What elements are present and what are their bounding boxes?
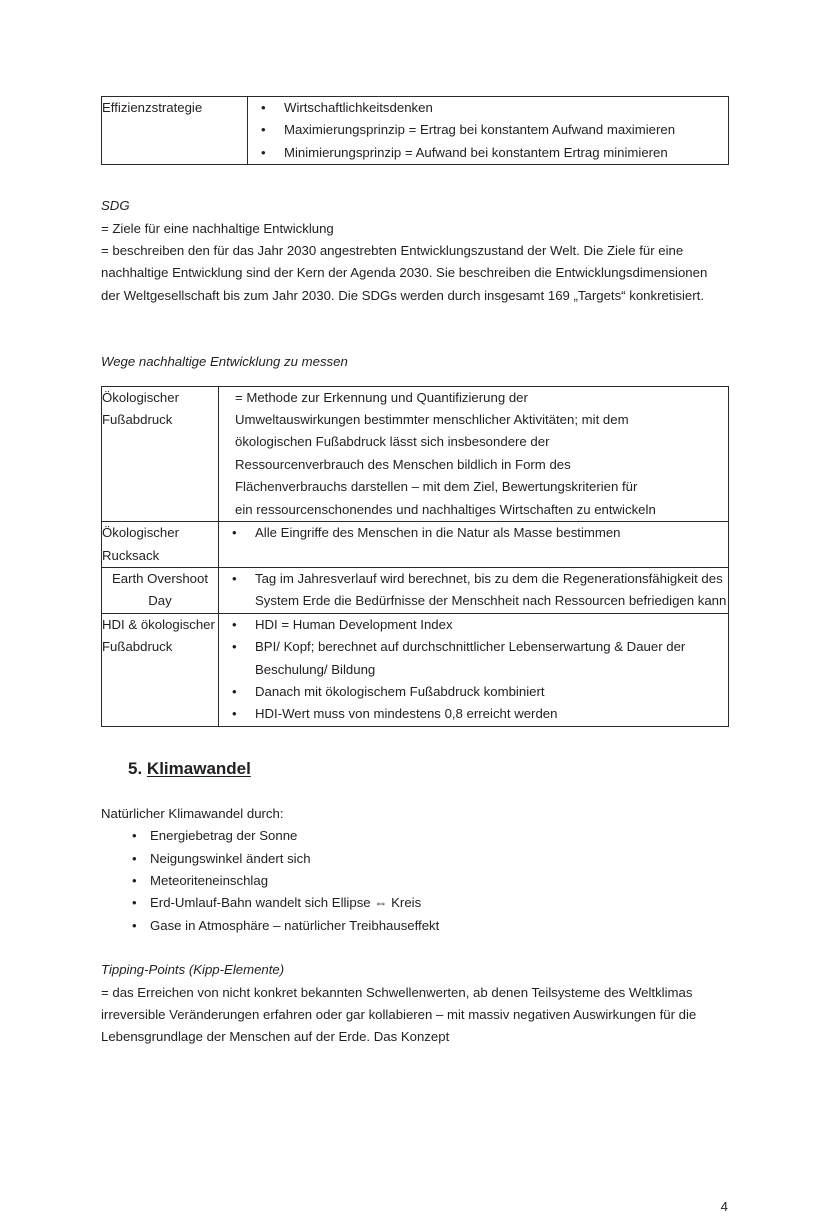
section5-bullet-list [101, 825, 728, 937]
row-label: HDI & ökologischer Fußabdruck [102, 616, 215, 655]
table-row [102, 386, 729, 521]
bullet-icon: • [132, 850, 137, 866]
list-item-text: HDI = Human Development Index [255, 616, 453, 632]
bullet-icon: • [232, 639, 237, 655]
table-cell-label [102, 522, 219, 568]
bullet-icon: • [132, 828, 137, 844]
page-number: 4 [720, 1199, 728, 1214]
section-title: Klimawandel [146, 758, 251, 778]
text-line: ökologischen Fußabdruck lässt sich insbesondere der [235, 434, 550, 450]
bullet-icon: • [261, 100, 266, 115]
spacer [101, 727, 728, 757]
text-line: Flächenverbrauchs darstellen – mit dem Ziel, Bewertungskriterien für [235, 479, 638, 495]
row-label: Earth Overshoot Day [111, 570, 209, 609]
table-cell-label [102, 613, 219, 726]
cell-bullet-list [248, 97, 728, 164]
list-item-text: HDI-Wert muss von mindestens 0,8 erreicht werden [255, 706, 558, 722]
text-line: Umweltauswirkungen bestimmter menschlicher Aktivitäten; mit dem [235, 412, 629, 428]
list-item-text: Energiebetrag der Sonne [150, 828, 298, 844]
list-item-text: Wirtschaftlichkeitsdenken [284, 100, 433, 115]
list-item [219, 703, 728, 725]
bullet-icon: • [132, 872, 137, 888]
row-label: Effizienzstrategie [102, 100, 203, 115]
list-item-text: Neigungswinkel ändert sich [150, 850, 311, 866]
list-item-text: Erd-Umlauf-Bahn wandelt sich Ellipse ⇔ Kreis [150, 895, 422, 911]
bullet-icon: • [232, 570, 237, 586]
table-row [102, 522, 729, 568]
section-number: 5. [128, 758, 143, 778]
list-item-text: Alle Eingriffe des Menschen in die Natur als Masse bestimmen [255, 525, 621, 541]
cell-bullet-list [219, 522, 728, 544]
bullet-icon: • [232, 706, 237, 722]
table-row [102, 567, 729, 613]
table-cell-label [102, 567, 219, 613]
list-item [219, 681, 728, 703]
spacer [101, 307, 728, 351]
table-cell-body [219, 386, 729, 521]
bullet-icon: • [232, 525, 237, 541]
list-item [219, 568, 728, 613]
sdg-heading: SDG [101, 198, 130, 214]
text-line: = Methode zur Erkennung und Quantifizierung der [235, 389, 528, 405]
table-row [102, 613, 729, 726]
bullet-icon: • [261, 122, 266, 138]
list-item [219, 636, 728, 681]
list-item [101, 825, 728, 847]
sdg-line-1: = Ziele für eine nachhaltige Entwicklung [101, 220, 334, 236]
table-efficiency [101, 96, 729, 165]
spacer [101, 165, 728, 195]
list-item-text: BPI/ Kopf; berechnet auf durchschnittlicher Lebenserwartung & Dauer der Beschulung/ Bildung [255, 639, 686, 677]
list-item [219, 614, 728, 636]
list-item [219, 522, 728, 544]
list-item [101, 848, 728, 870]
cell-bullet-list [219, 568, 728, 613]
spacer [101, 937, 728, 959]
table-cell-body [248, 97, 729, 165]
sdg-line-2: = beschreiben den für das Jahr 2030 angestrebten Entwicklungszustand der Welt. Die Ziele für eine nachhaltige Entwicklung sind der Kern der Agenda 2030. Sie beschreiben die Entwicklungsdimensionen der Weltgesellschaft bis zum Jahr 2030. Die SDGs werden durch insgesamt 169 „Targets“ konkretisiert. [101, 243, 708, 303]
bullet-icon: • [232, 683, 237, 699]
list-item [101, 892, 728, 914]
tipping-heading: Tipping-Points (Kipp-Elemente) [101, 962, 285, 978]
page-title [101, 757, 728, 781]
tipping-body: = das Erreichen von nicht konkret bekannten Schwellenwerten, ab denen Teilsysteme des Weltklimas irreversible Veränderungen erfahren oder gar kollabieren – mit massiv negativen Auswirkungen für die Lebensgrundlage der Menschen auf der Erde. Das Konzept [101, 984, 697, 1045]
list-item-text: Minimierungsprinzip = Aufwand bei konstantem Ertrag minimieren [284, 144, 668, 160]
table-row [102, 97, 729, 165]
row-label: Ökologischer Fußabdruck [102, 389, 179, 428]
text-line: Ressourcenverbrauch des Menschen bildlich in Form des [235, 456, 571, 472]
spacer [101, 781, 728, 803]
list-item [101, 870, 728, 892]
list-item-text: Meteoriteneinschlag [150, 872, 269, 888]
list-item [248, 119, 728, 141]
bullet-icon: • [232, 616, 237, 632]
table-cell-label [102, 97, 248, 165]
table-cell-body [219, 567, 729, 613]
list-item-text: Tag im Jahresverlauf wird berechnet, bis zu dem die Regenerationsfähigkeit des System Erde die Bedürfnisse der Menschheit nach Ressourcen befriedigen kann [255, 570, 727, 609]
row-label: Ökologischer Rucksack [102, 525, 179, 563]
list-item [248, 97, 728, 119]
page-content [101, 96, 728, 1214]
table-measures [101, 386, 729, 727]
list-item-text: Gase in Atmosphäre – natürlicher Treibhauseffekt [150, 917, 440, 933]
list-item-text: Maximierungsprinzip = Ertrag bei konstantem Aufwand maximieren [284, 122, 676, 138]
cell-text-lines [219, 387, 728, 521]
cell-bullet-list [219, 614, 728, 726]
bullet-icon: • [261, 144, 266, 160]
list-item-text: Danach mit ökologischem Fußabdruck kombiniert [255, 683, 545, 699]
table-cell-label [102, 386, 219, 521]
spacer [101, 374, 728, 386]
measures-heading: Wege nachhaltige Entwicklung zu messen [101, 354, 348, 370]
bullet-icon: • [132, 917, 137, 933]
table-cell-body [219, 613, 729, 726]
text-line: ein ressourcenschonendes und nachhaltiges Wirtschaften zu entwickeln [235, 501, 656, 517]
list-item [101, 915, 728, 937]
table-cell-body [219, 522, 729, 568]
section5-intro: Natürlicher Klimawandel durch: [101, 805, 284, 821]
list-item [248, 142, 728, 164]
bullet-icon: • [132, 895, 137, 911]
